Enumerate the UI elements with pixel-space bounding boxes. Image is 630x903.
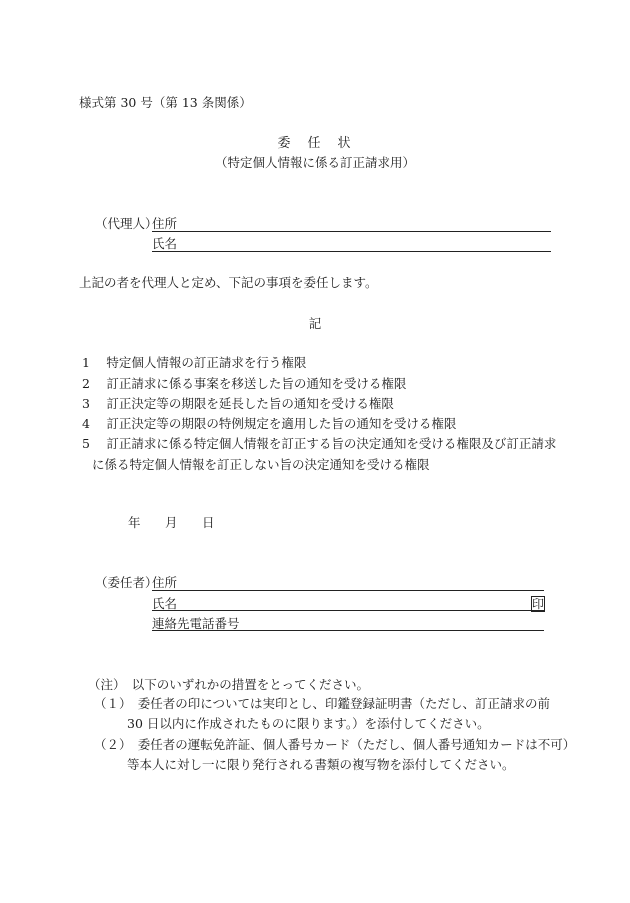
list-item: 1 特定個人情報の訂正請求を行う権限 — [82, 355, 307, 370]
list-item: 5 訂正請求に係る特定個人情報を訂正する旨の決定通知を受ける権限及び訂正請求 — [82, 436, 557, 451]
list-item: 4 訂正決定等の期限の特例規定を適用した旨の通知を受ける権限 — [82, 416, 457, 431]
agent-name-field[interactable] — [152, 251, 551, 252]
ki-heading: 記 — [308, 316, 322, 331]
date-line: 年 月 日 — [128, 515, 221, 530]
form-number: 様式第 30 号（第 13 条関係） — [79, 95, 252, 110]
agent-address-field[interactable] — [152, 231, 551, 232]
intro-text: 上記の者を代理人と定め、下記の事項を委任します。 — [79, 275, 378, 290]
list-item: 2 訂正請求に係る事案を移送した旨の通知を受ける権限 — [82, 376, 407, 391]
principal-phone-field[interactable] — [152, 630, 544, 631]
principal-phone-label: 連絡先電話番号 — [152, 616, 240, 631]
note-line: 等本人に対し一に限り発行される書類の複写物を添付してください。 — [127, 757, 515, 772]
agent-address-label: 住所 — [152, 216, 178, 231]
principal-address-field[interactable] — [152, 590, 544, 591]
note-line: 30 日以内に作成されたものに限ります。）を添付してください。 — [127, 716, 490, 731]
list-item-continuation: に係る特定個人情報を訂正しない旨の決定通知を受ける権限 — [92, 457, 430, 472]
agent-label: （代理人） — [95, 216, 158, 231]
notes-header: （注） 以下のいずれかの措置をとってください。 — [88, 677, 370, 692]
principal-address-label: 住所 — [152, 575, 178, 590]
principal-name-field[interactable] — [152, 610, 544, 611]
principal-label: （委任者） — [95, 575, 158, 590]
agent-name-label: 氏名 — [152, 236, 178, 251]
seal-mark: 印 — [532, 597, 545, 611]
note-line: （２） 委任者の運転免許証、個人番号カード（ただし、個人番号通知カードは不可） — [94, 737, 576, 752]
principal-name-label: 氏名 — [152, 596, 178, 611]
document-title: 委 任 状 — [277, 136, 353, 151]
note-line: （１） 委任者の印については実印とし、印鑑登録証明書（ただし、訂正請求の前 — [94, 696, 551, 711]
document-subtitle: （特定個人情報に係る訂正請求用） — [214, 155, 415, 170]
list-item: 3 訂正決定等の期限を延長した旨の通知を受ける権限 — [82, 396, 394, 411]
